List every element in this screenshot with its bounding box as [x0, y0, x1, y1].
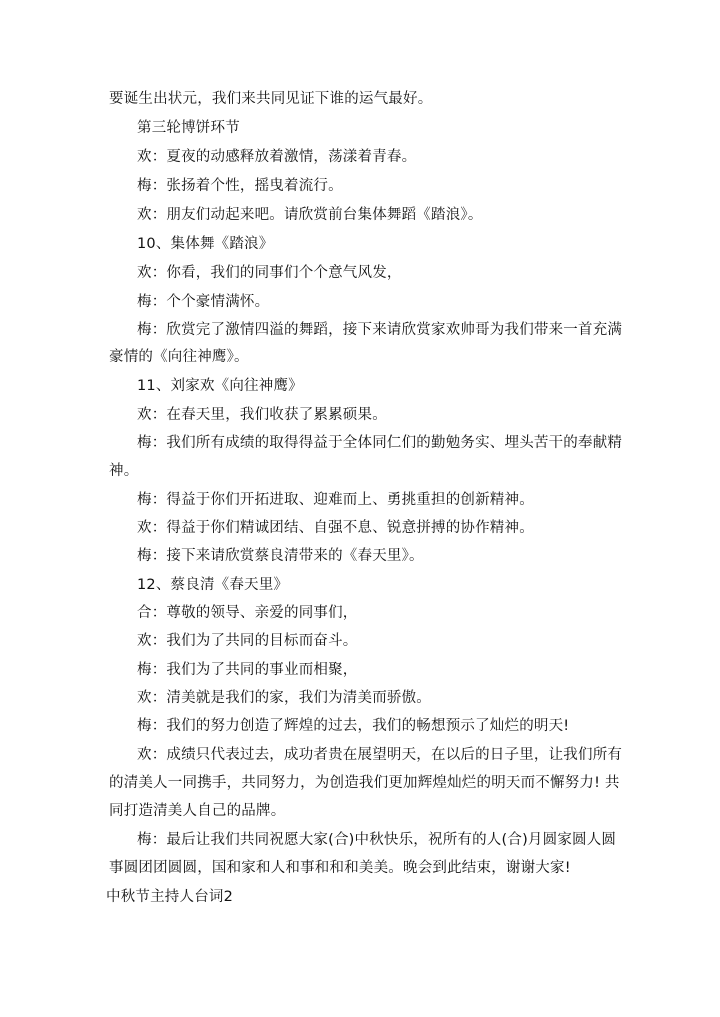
program-item: 10、集体舞《踏浪》 [137, 236, 274, 252]
program-item: 12、蔡良清《春天里》 [137, 577, 289, 593]
text-line: 要诞生出状元，我们来共同见证下谁的运气最好。 [109, 91, 433, 107]
text-line: 豪情的《向往神鹰》。 [109, 349, 249, 365]
text-line: 梅：最后让我们共同祝愿大家(合)中秋快乐，祝所有的人(合)月圆家圆人圆 [137, 832, 617, 848]
text-line: 欢：夏夜的动感释放着激情，荡漾着青春。 [137, 149, 417, 165]
document-title: 中秋节主持人台词2 [106, 889, 234, 905]
program-item: 11、刘家欢《向往神鹰》 [137, 378, 303, 394]
text-line: 梅：个个豪情满怀。 [137, 294, 270, 310]
text-line: 欢：成绩只代表过去，成功者贵在展望明天，在以后的日子里，让我们所有 [137, 747, 623, 763]
text-line: 合：尊敬的领导、亲爱的同事们， [137, 605, 358, 621]
text-line: 的清美人一同携手，共同努力，为创造我们更加辉煌灿烂的明天而不懈努力! 共 [109, 775, 620, 791]
text-line: 梅：欣赏完了激情四溢的舞蹈，接下来请欣赏家欢帅哥为我们带来一首充满 [137, 322, 623, 338]
text-line: 梅：张扬着个性，摇曳着流行。 [137, 178, 343, 194]
text-line: 欢：清美就是我们的家，我们为清美而骄傲。 [137, 690, 431, 706]
text-line: 神。 [109, 463, 139, 479]
section-heading: 第三轮博饼环节 [137, 120, 240, 136]
text-line: 梅：我们的努力创造了辉煌的过去，我们的畅想预示了灿烂的明天! [137, 718, 570, 734]
text-line: 同打造清美人自己的品牌。 [109, 803, 286, 819]
text-line: 梅：我们为了共同的事业而相聚， [137, 662, 358, 678]
text-line: 欢：你看，我们的同事们个个意气风发， [137, 265, 402, 281]
text-line: 欢：朋友们动起来吧。请欣赏前台集体舞蹈《踏浪》。 [137, 207, 483, 223]
text-line: 梅：我们所有成绩的取得得益于全体同仁们的勤勉务实、埋头苦干的奉献精 [137, 435, 623, 451]
text-line: 梅：接下来请欣赏蔡良清带来的《春天里》。 [137, 548, 424, 564]
text-line: 梅：得益于你们开拓进取、迎难而上、勇挑重担的创新精神。 [137, 492, 534, 508]
text-line: 欢：在春天里，我们收获了累累硕果。 [137, 407, 387, 423]
text-line: 欢：得益于你们精诚团结、自强不息、锐意拼搏的协作精神。 [137, 520, 534, 536]
text-line: 欢：我们为了共同的目标而奋斗。 [137, 633, 358, 649]
text-line: 事圆团团圆圆，国和家和人和事和和和美美。晚会到此结束，谢谢大家! [109, 860, 571, 876]
